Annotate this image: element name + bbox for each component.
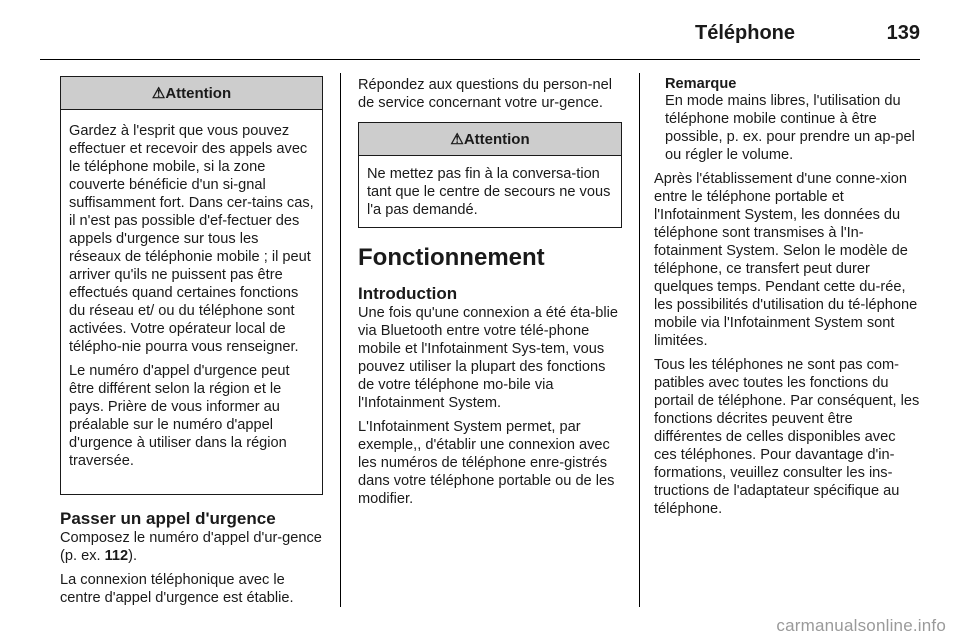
attention-header — [359, 123, 621, 156]
subsection-heading: Introduction — [358, 284, 458, 303]
header-divider — [40, 59, 920, 60]
column-1 — [60, 76, 323, 613]
attention-title: Attention — [463, 131, 530, 148]
body-paragraph: L'Infotainment System permet, par exemple,, d'établir une connexion avec les numéros de téléphone enre-gistrés dans votre téléphone portable ou de les modifier. — [358, 419, 615, 507]
warning-triangle-icon: ⚠ — [151, 85, 166, 102]
section-heading: Passer un appel d'urgence — [60, 509, 276, 528]
column-divider-1 — [340, 73, 341, 607]
warning-triangle-icon: ⚠ — [450, 131, 464, 148]
note-block — [654, 76, 920, 164]
text-run: Composez le numéro d'appel d'ur-gence (p. ex. — [60, 530, 322, 564]
column-3 — [654, 76, 920, 524]
column-2 — [358, 76, 622, 514]
body-paragraph: Après l'établissement d'une conne-xion entre le téléphone portable et l'Infotainment System, les données du téléphone sont transmises à l'In-fotainment System. Selon le modèle de téléphone, ce transfert peut durer quelques temps. Pendant cette du-rée, les possibilités d'utilisation du té-léphone mobile via l'Infotainment System sont limitées. — [654, 171, 918, 349]
attention-body — [61, 110, 322, 478]
note-title: Remarque — [665, 76, 737, 92]
column-divider-2 — [639, 73, 640, 607]
attention-paragraph: Gardez à l'esprit que vous pouvez effectuer et recevoir des appels avec le téléphone mobile, si la zone couverte bénéficie d'un si-gnal suffisamment fort. Dans cer-tains cas, il n'est pas possible d'ef-fectuer des appels d'urgence sur tous les réseaux de téléphonie mobile ; il peut arriver qu'ils ne puissent pas être effectués quand certaines fonctions du réseau et/ ou du téléphone sont activées. Votre opérateur local de télépho-nie pourra vous renseigner. — [69, 123, 314, 355]
attention-paragraph: Le numéro d'appel d'urgence peut être différent selon la région et le pays. Prière de vous informer au préalable sur le numéro d'appel d'urgence à utiliser dans la région traversée. — [69, 363, 290, 469]
body-paragraph: Répondez aux questions du person-nel de service concernant votre ur-gence. — [358, 77, 612, 111]
emergency-number: 112 — [104, 548, 129, 564]
note-body: En mode mains libres, l'utilisation du téléphone mobile continue à être possible, p. ex. pour prendre un ap-pel ou régler le volume. — [665, 93, 915, 163]
page-number: 139 — [886, 22, 920, 44]
text-run: ). — [128, 548, 138, 564]
body-paragraph: Une fois qu'une connexion a été éta-blie via Bluetooth entre votre télé-phone mobile et l'Infotainment Sys-tem, vous pouvez utiliser la plupart des fonctions de votre téléphone mo-bile via l'Infotainment System. — [358, 305, 618, 411]
attention-title: Attention — [165, 85, 232, 102]
attention-box-1 — [60, 76, 323, 495]
section-heading-main: Fonctionnement — [358, 244, 545, 271]
body-paragraph: Tous les téléphones ne sont pas com-patibles avec toutes les fonctions du portail de téléphone. Par conséquent, les fonctions décrites peuvent être différentes de celles disponibles avec ces téléphones. Pour davantage d'in-formations, veuillez consulter les ins-tructions de l'adaptateur spécifique au téléphone. — [654, 357, 920, 517]
attention-body — [359, 156, 621, 227]
attention-paragraph: Ne mettez pas fin à la conversa-tion tant que le centre de secours ne vous l'a pas demandé. — [367, 166, 611, 218]
attention-box-2 — [358, 122, 622, 228]
page-title: Téléphone — [694, 22, 795, 44]
watermark: carmanualsonline.info — [776, 616, 946, 635]
body-paragraph: La connexion téléphonique avec le centre d'appel d'urgence est établie. — [60, 572, 294, 606]
body-paragraph — [60, 529, 323, 565]
attention-header — [61, 77, 322, 110]
